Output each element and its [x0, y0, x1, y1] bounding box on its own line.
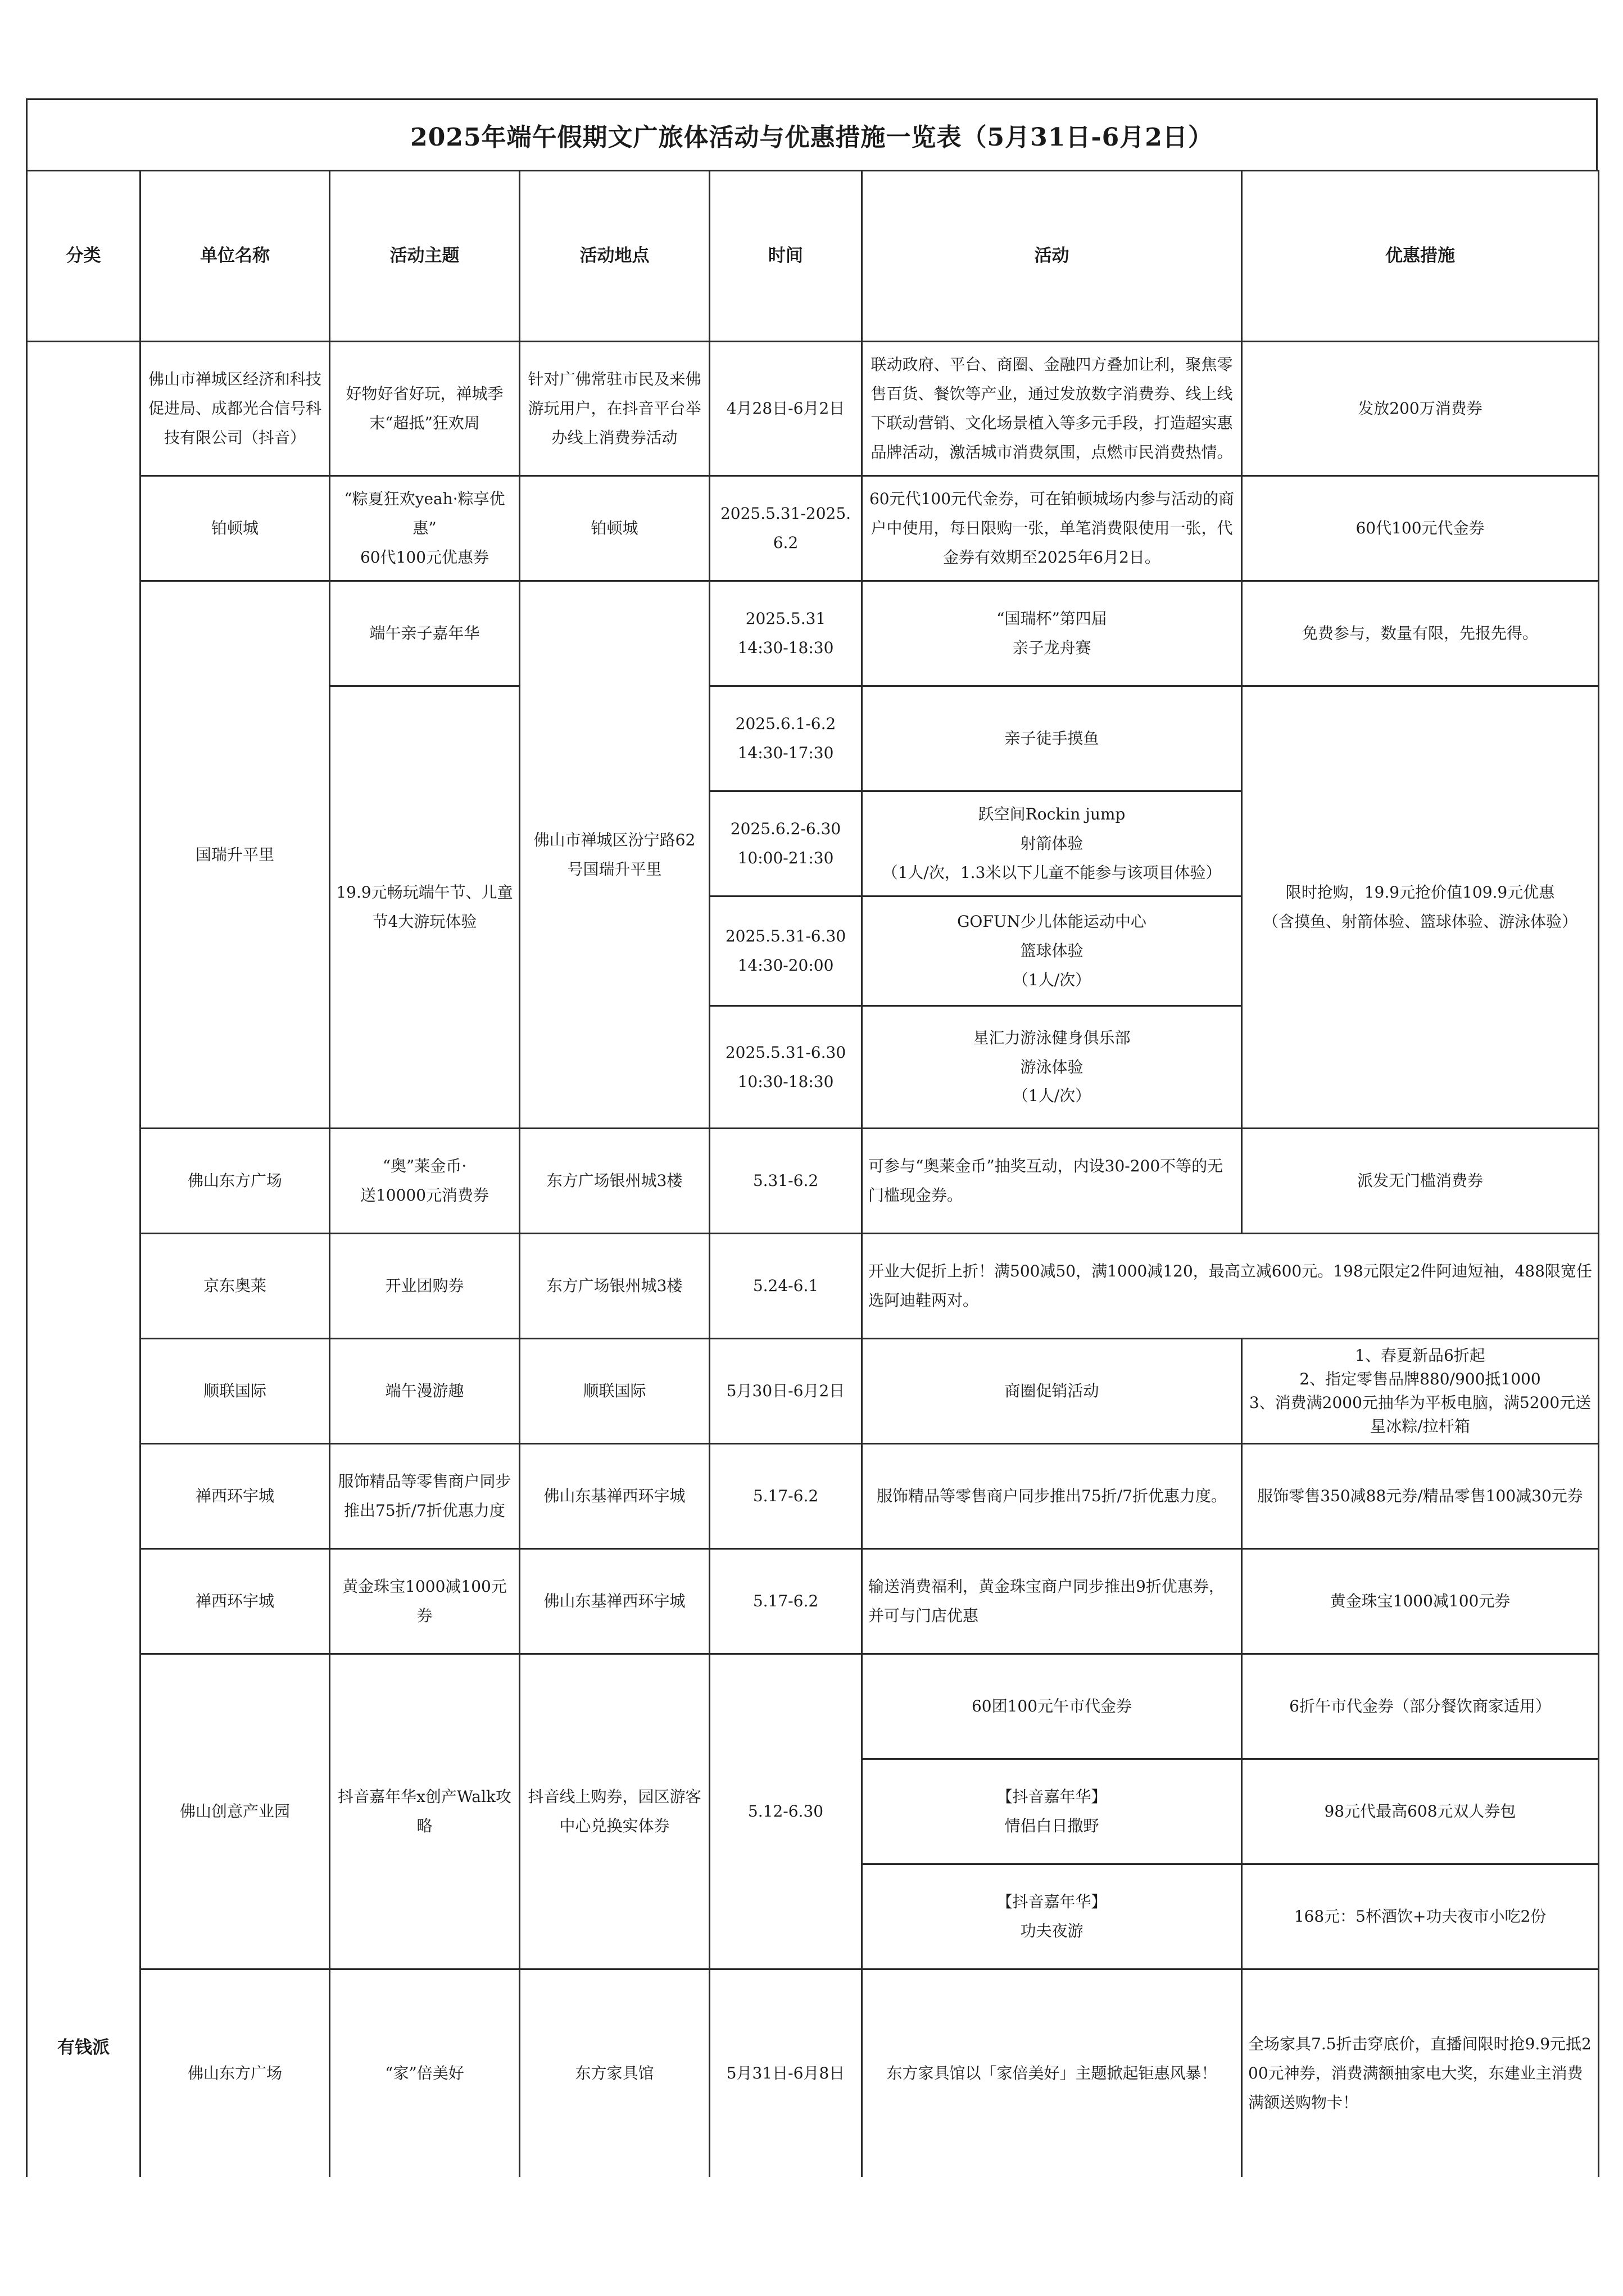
- unit-cell: 禅西环宇城: [140, 1549, 330, 1654]
- offer-cell: 168元：5杯酒饮+功夫夜市小吃2份: [1242, 1864, 1599, 1969]
- table-row: [27, 1969, 1599, 2177]
- activity-cell: 星汇力游泳健身俱乐部 游泳体验 （1人/次）: [862, 1006, 1242, 1129]
- category-cell: 有钱派: [27, 342, 140, 2177]
- activity-cell: 开业大促折上折！满500减50，满1000减120，最高立减600元。198元限定2件阿迪短袖，488限宽任选阿迪鞋两对。: [862, 1234, 1599, 1339]
- theme-cell: 服饰精品等零售商户同步推出75折/7折优惠力度: [330, 1444, 520, 1549]
- activity-cell: 输送消费福利，黄金珠宝商户同步推出9折优惠券，并可与门店优惠: [862, 1549, 1242, 1654]
- unit-cell: 佛山东方广场: [140, 1969, 330, 2177]
- table-row: [27, 581, 1599, 686]
- unit-cell: 铂顿城: [140, 476, 330, 581]
- table-row: [27, 342, 1599, 476]
- header-offer: 优惠措施: [1242, 171, 1599, 342]
- place-cell: 顺联国际: [520, 1339, 710, 1444]
- theme-cell: 好物好省好玩，禅城季末“超抵”狂欢周: [330, 342, 520, 476]
- unit-cell: 国瑞升平里: [140, 581, 330, 1129]
- offer-cell: 全场家具7.5折击穿底价，直播间限时抢9.9元抵200元神券，消费满额抽家电大奖，东建业主消费满额送购物卡！: [1242, 1969, 1599, 2177]
- time-cell: 5.24-6.1: [710, 1234, 862, 1339]
- offer-cell: 1、春夏新品6折起 2、指定零售品牌880/900抵1000 3、消费满2000元抽华为平板电脑，满5200元送星冰粽/拉杆箱: [1242, 1339, 1599, 1444]
- theme-cell: 开业团购券: [330, 1234, 520, 1339]
- table-row: [27, 1654, 1599, 1759]
- time-cell: 5.12-6.30: [710, 1654, 862, 1969]
- place-cell: 佛山东基禅西环宇城: [520, 1549, 710, 1654]
- activity-cell: 60团100元午市代金券: [862, 1654, 1242, 1759]
- unit-cell: 禅西环宇城: [140, 1444, 330, 1549]
- unit-cell: 佛山创意产业园: [140, 1654, 330, 1969]
- offer-cell: 免费参与，数量有限，先报先得。: [1242, 581, 1599, 686]
- promotion-table: [26, 170, 1599, 2177]
- activity-cell: 60元代100元代金券，可在铂顿城场内参与活动的商户中使用，每日限购一张，单笔消费限使用一张，代金券有效期至2025年6月2日。: [862, 476, 1242, 581]
- activity-cell: 亲子徒手摸鱼: [862, 686, 1242, 791]
- time-cell: 2025.5.31-6.30 10:30-18:30: [710, 1006, 862, 1129]
- unit-cell: 佛山东方广场: [140, 1129, 330, 1234]
- header-place: 活动地点: [520, 171, 710, 342]
- activity-cell: 商圈促销活动: [862, 1339, 1242, 1444]
- theme-cell: 黄金珠宝1000减100元券: [330, 1549, 520, 1654]
- place-cell: 东方广场银州城3楼: [520, 1129, 710, 1234]
- offer-cell: 派发无门槛消费券: [1242, 1129, 1599, 1234]
- offer-cell: 服饰零售350减88元券/精品零售100减30元券: [1242, 1444, 1599, 1549]
- table-row: [27, 1444, 1599, 1549]
- activity-cell: GOFUN少儿体能运动中心 篮球体验 （1人/次）: [862, 896, 1242, 1006]
- theme-cell: 端午漫游趣: [330, 1339, 520, 1444]
- header-category: 分类: [27, 171, 140, 342]
- document-title: 2025年端午假期文广旅体活动与优惠措施一览表（5月31日-6月2日）: [26, 98, 1598, 170]
- activity-cell: 【抖音嘉年华】 情侣白日撒野: [862, 1759, 1242, 1864]
- unit-cell: 京东奥莱: [140, 1234, 330, 1339]
- header-theme: 活动主题: [330, 171, 520, 342]
- theme-cell: 19.9元畅玩端午节、儿童节4大游玩体验: [330, 686, 520, 1129]
- activity-cell: 东方家具馆以「家倍美好」主题掀起钜惠风暴！: [862, 1969, 1242, 2177]
- activity-cell: 【抖音嘉年华】 功夫夜游: [862, 1864, 1242, 1969]
- table-row: [27, 476, 1599, 581]
- time-cell: 2025.5.31 14:30-18:30: [710, 581, 862, 686]
- time-cell: 5.31-6.2: [710, 1129, 862, 1234]
- activity-cell: “国瑞杯”第四届 亲子龙舟赛: [862, 581, 1242, 686]
- place-cell: 针对广佛常驻市民及来佛游玩用户，在抖音平台举办线上消费券活动: [520, 342, 710, 476]
- header-row: [27, 171, 1599, 342]
- place-cell: 佛山市禅城区汾宁路62号国瑞升平里: [520, 581, 710, 1129]
- header-time: 时间: [710, 171, 862, 342]
- offer-cell: 限时抢购，19.9元抢价值109.9元优惠 （含摸鱼、射箭体验、篮球体验、游泳体验）: [1242, 686, 1599, 1129]
- theme-cell: 端午亲子嘉年华: [330, 581, 520, 686]
- activity-cell: 联动政府、平台、商圈、金融四方叠加让利，聚焦零售百货、餐饮等产业，通过发放数字消费券、线上线下联动营销、文化场景植入等多元手段，打造超实惠品牌活动，激活城市消费氛围，点燃市民消费热情。: [862, 342, 1242, 476]
- theme-cell: “粽夏狂欢yeah·粽享优惠” 60代100元优惠券: [330, 476, 520, 581]
- unit-cell: 佛山市禅城区经济和科技促进局、成都光合信号科技有限公司（抖音）: [140, 342, 330, 476]
- header-unit: 单位名称: [140, 171, 330, 342]
- offer-cell: 98元代最高608元双人券包: [1242, 1759, 1599, 1864]
- offer-cell: 60代100元代金券: [1242, 476, 1599, 581]
- time-cell: 5.17-6.2: [710, 1549, 862, 1654]
- place-cell: 东方广场银州城3楼: [520, 1234, 710, 1339]
- place-cell: 抖音线上购券，园区游客中心兑换实体券: [520, 1654, 710, 1969]
- time-cell: 4月28日-6月2日: [710, 342, 862, 476]
- activity-cell: 可参与“奥莱金币”抽奖互动，内设30-200不等的无门槛现金券。: [862, 1129, 1242, 1234]
- offer-cell: 6折午市代金券（部分餐饮商家适用）: [1242, 1654, 1599, 1759]
- place-cell: 佛山东基禅西环宇城: [520, 1444, 710, 1549]
- time-cell: 2025.6.1-6.2 14:30-17:30: [710, 686, 862, 791]
- offer-cell: 发放200万消费券: [1242, 342, 1599, 476]
- activity-cell: 服饰精品等零售商户同步推出75折/7折优惠力度。: [862, 1444, 1242, 1549]
- time-cell: 2025.5.31-6.30 14:30-20:00: [710, 896, 862, 1006]
- activity-cell: 跃空间Rockin jump 射箭体验 （1人/次，1.3米以下儿童不能参与该项目体验）: [862, 791, 1242, 896]
- time-cell: 2025.6.2-6.30 10:00-21:30: [710, 791, 862, 896]
- unit-cell: 顺联国际: [140, 1339, 330, 1444]
- table-row: [27, 1234, 1599, 1339]
- offer-cell: 黄金珠宝1000减100元券: [1242, 1549, 1599, 1654]
- theme-cell: “家”倍美好: [330, 1969, 520, 2177]
- place-cell: 东方家具馆: [520, 1969, 710, 2177]
- table-row: [27, 1129, 1599, 1234]
- time-cell: 5月31日-6月8日: [710, 1969, 862, 2177]
- theme-cell: “奥”莱金币· 送10000元消费券: [330, 1129, 520, 1234]
- time-cell: 5月30日-6月2日: [710, 1339, 862, 1444]
- table-row: [27, 1339, 1599, 1444]
- place-cell: 铂顿城: [520, 476, 710, 581]
- table-row: [27, 1549, 1599, 1654]
- theme-cell: 抖音嘉年华x创产Walk攻略: [330, 1654, 520, 1969]
- promotion-table-sheet: [26, 98, 1598, 2177]
- time-cell: 2025.5.31-2025.6.2: [710, 476, 862, 581]
- time-cell: 5.17-6.2: [710, 1444, 862, 1549]
- header-activity: 活动: [862, 171, 1242, 342]
